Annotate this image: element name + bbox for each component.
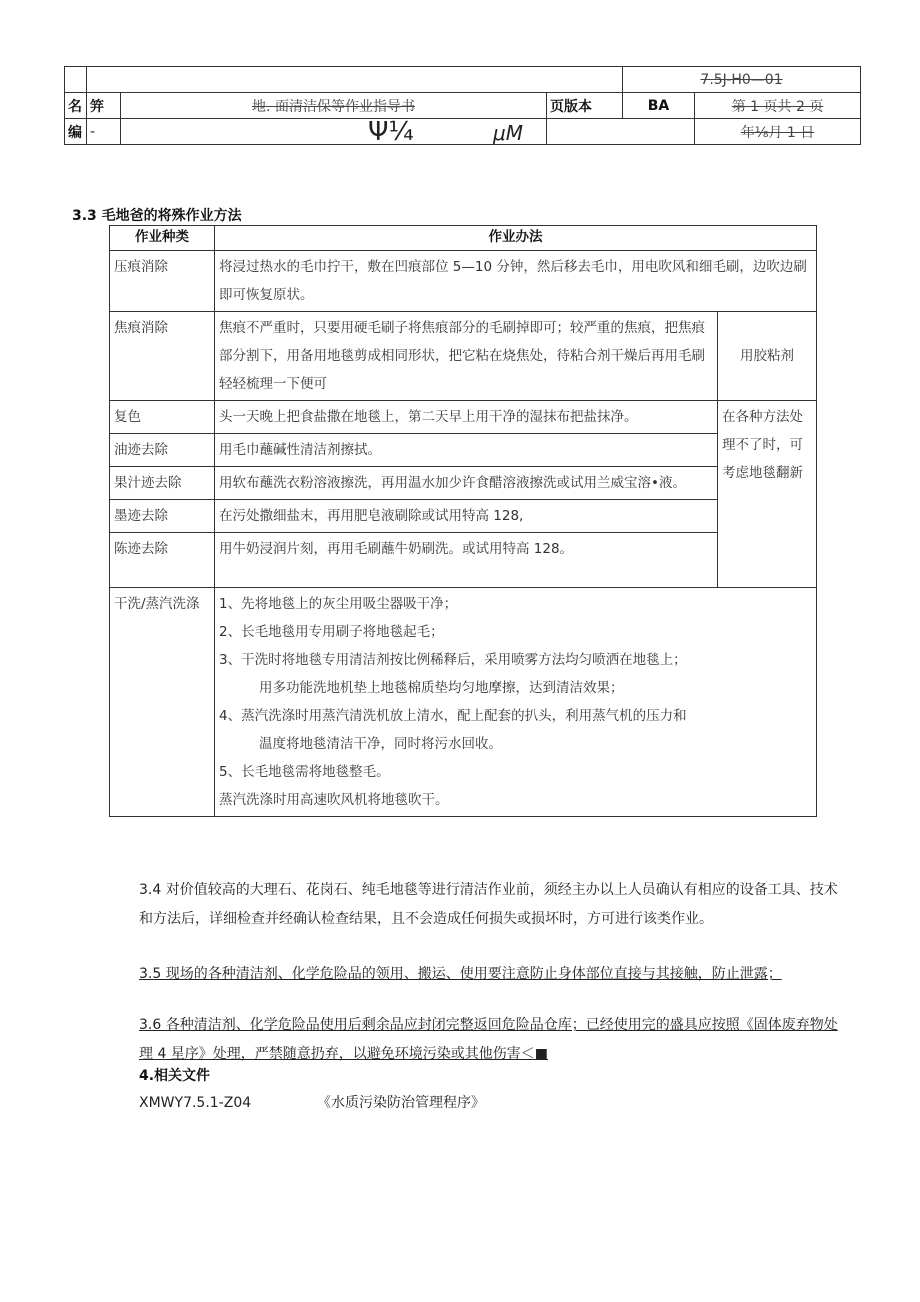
step-line: 蒸汽洗涤时用高速吹风机将地毯吹干。 [219, 792, 449, 808]
paragraph-3-5: 3.5 现场的各种清洁剂、化学危险品的领用、搬运、使用要注意防止身体部位直接与其接触，防止泄露； [139, 966, 782, 982]
section-3-3-title: 3.3 毛地爸的将殊作业方法 [72, 208, 242, 224]
section-4-title: 4.相关文件 [139, 1068, 211, 1084]
version-label: 页版本 [547, 93, 623, 119]
table-row [110, 401, 817, 434]
row-method: 用毛巾蘸碱性清洁剂擦拭。 [215, 434, 718, 467]
row-method: 用牛奶浸润片刻，再用毛刷蘸牛奶刷洗。或试用特高 128。 [215, 533, 718, 588]
signature-left: Ψ¼ [368, 118, 414, 145]
header-table [64, 66, 861, 145]
row-type: 墨迹去除 [110, 500, 215, 533]
signature-cell [121, 119, 547, 145]
row-type: 果汁迹去除 [110, 467, 215, 500]
row-method: 将浸过热水的毛巾拧干，敷在凹痕部位 5—10 分钟，然后移去毛巾，用电吹风和细毛刷，边吹边刷即可恢复原状。 [215, 251, 817, 312]
related-doc-name: 《水质污染防治管理程序》 [317, 1095, 485, 1111]
version-value: BA [623, 93, 695, 119]
table-row [110, 500, 817, 533]
paragraph-3-4: 3.4 对价值较高的大理石、花岗石、纯毛地毯等进行清洁作业前，须经主办以上人员确认有相应的设备工具、技术和方法后，详细检查并经确认检查结果，且不会造成任何损失或损坏时，方可进行该类作业。 [139, 882, 838, 927]
table-row [110, 467, 817, 500]
row-type: 陈迹去除 [110, 533, 215, 588]
step-line: 温度将地毯清洁干净，同时将污水回收。 [259, 736, 502, 752]
step-line: 3、干洗时将地毯专用清洁剂按比例稀释后，采用喷雾方法均匀喷洒在地毯上； [219, 652, 687, 668]
name-label-2: 笄 [87, 93, 121, 119]
row-type: 油迹去除 [110, 434, 215, 467]
row-type: 压痕消除 [110, 251, 215, 312]
step-line: 2、长毛地毯用专用刷子将地毯起毛； [219, 624, 444, 640]
row-method: 用软布蘸洗衣粉溶液擦洗，再用温水加少许食醋溶液擦洗或试用兰威宝溶•液。 [215, 467, 718, 500]
edit-dash: - [87, 119, 121, 145]
step-line: 1、先将地毯上的灰尘用吸尘器吸干净； [219, 596, 458, 612]
step-line: 4、蒸汽洗涤时用蒸汽清洗机放上清水，配上配套的扒头，利用蒸气机的压力和 [219, 708, 687, 724]
method-table [109, 225, 817, 817]
edit-label: 编 [65, 119, 87, 145]
side-note: 在各种方法处理不了时，可考虑地毯翻新 [718, 401, 817, 588]
doc-date: 年⅛月 1 日 [695, 119, 861, 145]
row-type: 复色 [110, 401, 215, 434]
col-header-method: 作业办法 [215, 226, 817, 251]
related-doc-code: XMWY7.5.1-Z04 [139, 1095, 252, 1111]
row-method: 头一天晚上把食盐撒在地毯上，第二天早上用干净的湿抹布把盐抹净。 [215, 401, 718, 434]
paragraph-3-6: 3.6 各种清洁剂、化学危险品使用后剩余品应封闭完整返回危险品仓库；已经使用完的盛具应按照《固体废弃物处理 4 星序》处理，严禁随意扔弃，以避免环境污染或其他伤害＜■ [139, 1017, 838, 1062]
row-type: 干洗/蒸汽洗涤 [110, 588, 215, 817]
dry-steps [215, 588, 817, 817]
name-label: 名 [65, 93, 87, 119]
doc-title: 地. 面清洁保等作业指导书 [121, 93, 547, 119]
page-info: 第 1 页共 2 页 [695, 93, 861, 119]
col-header-type: 作业种类 [110, 226, 215, 251]
table-row [110, 312, 817, 401]
doc-code: 7.5J-H0—01 [623, 67, 861, 93]
row-type: 焦痕消除 [110, 312, 215, 401]
table-row [110, 251, 817, 312]
related-doc [139, 1089, 851, 1118]
table-row [110, 533, 817, 588]
step-line: 用多功能洗地机垫上地毯棉质垫均匀地摩擦，达到清洁效果； [259, 680, 624, 696]
row-method: 在污处撒细盐末，再用肥皂液刷除或试用特高 128, [215, 500, 718, 533]
table-row [110, 588, 817, 817]
step-line: 5、长毛地毯需将地毯整毛。 [219, 764, 390, 780]
signature-right: μΜ [493, 121, 523, 145]
row-note: 用胶粘剂 [718, 312, 817, 401]
row-method: 焦痕不严重时，只要用硬毛刷子将焦痕部分的毛刷掉即可；较严重的焦痕，把焦痕部分割下，用备用地毯剪成相同形状，把它粘在烧焦处，待粘合剂干燥后再用毛刷轻轻梳理一下便可 [215, 312, 718, 401]
table-row [110, 434, 817, 467]
